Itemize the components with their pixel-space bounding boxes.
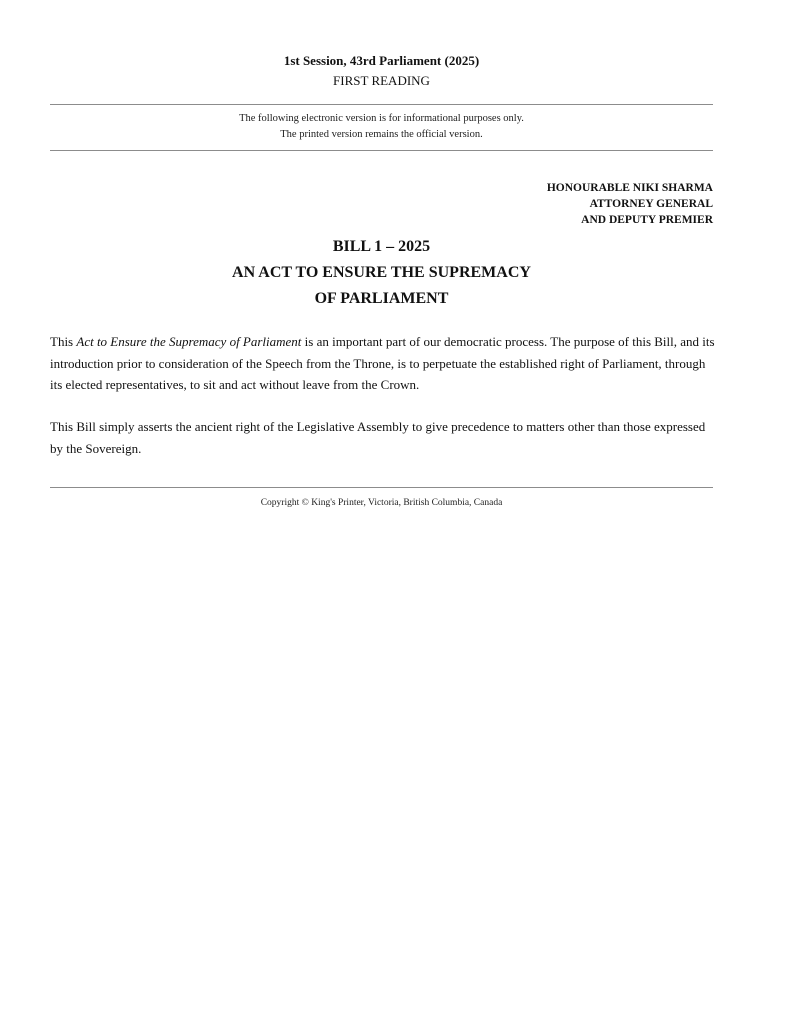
bill-number: BILL 1 – 2025 — [332, 238, 431, 255]
notice-divider — [50, 150, 713, 151]
para1-rest: is an important part of our democratic process. The purpose of this Bill, and its introduction prior to consideration of the Speech from the Throne, is to perpetuate the established right of Parliament, through its elected representatives, to sit and act without leave from the Crown. — [50, 334, 715, 392]
explanatory-paragraph-1 — [50, 331, 720, 396]
sponsor-name: HONOURABLE NIKI SHARMA — [546, 182, 713, 194]
para1-prefix: This — [50, 334, 77, 349]
footer-divider — [50, 487, 713, 488]
sponsor-title-1: ATTORNEY GENERAL — [589, 198, 713, 210]
session-heading: 1st Session, 43rd Parliament (2025) — [283, 53, 480, 68]
bill-title-line-1: AN ACT TO ENSURE THE SUPREMACY — [232, 264, 531, 281]
electronic-notice-line-2: The printed version remains the official version. — [280, 129, 483, 140]
reading-stage: FIRST READING — [333, 73, 430, 88]
act-title-italic: Act to Ensure the Supremacy of Parliament — [76, 334, 302, 349]
electronic-notice-line-1: The following electronic version is for informational purposes only. — [239, 113, 524, 124]
explanatory-paragraph-2: This Bill simply asserts the ancient right of the Legislative Assembly to give precedence to matters other than those expressed by the Sovereign. — [50, 419, 706, 456]
sponsor-title-2: AND DEPUTY PREMIER — [581, 214, 713, 226]
sponsor-block — [547, 180, 713, 228]
copyright-notice: Copyright © King's Printer, Victoria, British Columbia, Canada — [260, 498, 503, 508]
bill-title-line-2: OF PARLIAMENT — [314, 290, 449, 307]
top-divider — [50, 104, 713, 105]
